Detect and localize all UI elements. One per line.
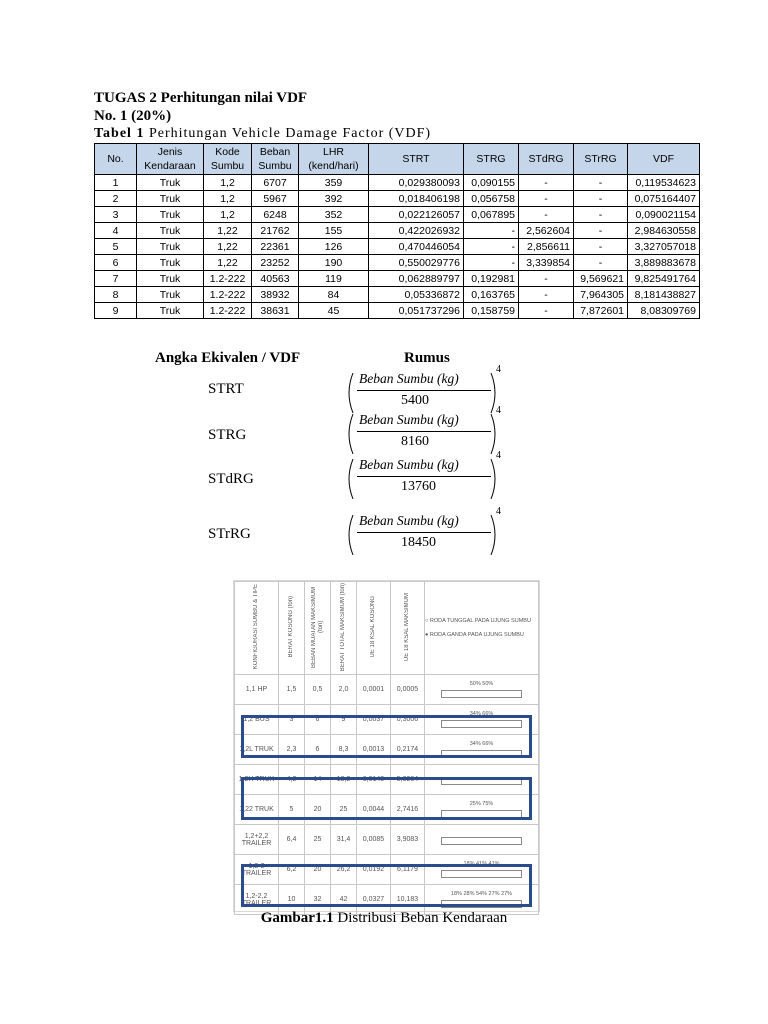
figure-cell: 0,0085 [357, 825, 391, 855]
figure-header-text: BEBAN MUATAN MAKSIMUM (ton) [310, 586, 324, 668]
table-cell: 6707 [252, 175, 299, 191]
figure-cell: 10,183 [391, 885, 425, 915]
table-cell: 45 [299, 303, 369, 319]
table-row [95, 207, 700, 223]
table-cell: - [464, 255, 519, 271]
table-cell: Truk [137, 175, 204, 191]
legend-double-wheel [425, 632, 538, 638]
table-cell: 1 [95, 175, 137, 191]
table-cell: - [574, 207, 628, 223]
filled-circle-icon: ● [425, 632, 429, 638]
table-cell: 0,05336872 [369, 287, 464, 303]
table-cell: Truk [137, 191, 204, 207]
figure-column-header [305, 582, 331, 675]
table-cell: 0,192981 [464, 271, 519, 287]
figure-cell: 1,1 HP [235, 675, 279, 705]
table-cell: - [519, 207, 574, 223]
figure-header-text: KONFIGURASI SUMBU & TIPE [253, 584, 259, 670]
table-cell: 8,08309769 [628, 303, 700, 319]
question-number: No. 1 (20%) [94, 108, 172, 124]
table-cell: 352 [299, 207, 369, 223]
column-header: Kode Sumbu [204, 144, 252, 175]
figure-row [235, 675, 539, 705]
figure-cell: 3 [279, 705, 305, 735]
legend-single-wheel [425, 618, 538, 624]
formula-header-right: Rumus [404, 350, 450, 366]
figure-cell: 2,7416 [391, 795, 425, 825]
fraction-bar [357, 431, 491, 432]
figure-cell: 0,0001 [357, 675, 391, 705]
table-cell: 9,825491764 [628, 271, 700, 287]
figure-cell: 1,2L TRUK [235, 735, 279, 765]
figure-cell: 1,2 BUS [235, 705, 279, 735]
column-header: STdRG [519, 144, 574, 175]
table-cell: 0,056758 [464, 191, 519, 207]
table-cell: 0,550029776 [369, 255, 464, 271]
load-distribution-figure [233, 580, 540, 912]
figure-legend [425, 582, 539, 675]
table-cell: - [574, 175, 628, 191]
table-cell: 6 [95, 255, 137, 271]
figure-cell: 6 [305, 735, 331, 765]
table-cell: 8 [95, 287, 137, 303]
table-cell: 190 [299, 255, 369, 271]
figure-column-header [279, 582, 305, 675]
figure-cell: 2,3 [279, 735, 305, 765]
fraction-bar [357, 532, 491, 533]
table-cell: - [574, 223, 628, 239]
table-cell: 7,964305 [574, 287, 628, 303]
table-cell: 0,090021154 [628, 207, 700, 223]
figure-cell: 1,2-2 TRAILER [235, 855, 279, 885]
table-cell: 1,22 [204, 239, 252, 255]
table-cell: 3,339854 [519, 255, 574, 271]
figure-column-header [391, 582, 425, 675]
figure-cell: 9 [331, 705, 357, 735]
figure-cell: 0,0013 [357, 735, 391, 765]
table-cell: 2 [95, 191, 137, 207]
table-cell: 0,075164407 [628, 191, 700, 207]
table-cell: 1,2 [204, 191, 252, 207]
formula-denominator: 18450 [401, 535, 436, 550]
figure-cell: 26,2 [331, 855, 357, 885]
table-row [95, 223, 700, 239]
figure-row [235, 825, 539, 855]
document-title: TUGAS 2 Perhitungan nilai VDF [94, 90, 308, 106]
table-cell: - [574, 255, 628, 271]
table-cell: 0,051737296 [369, 303, 464, 319]
table-cell: 9 [95, 303, 137, 319]
figure-header-text: BERAT TOTAL MAKSIMUM (ton) [340, 582, 346, 672]
figure-cell: 0,2174 [391, 735, 425, 765]
formula-label-strrg: STrRG [208, 526, 251, 542]
figure-cell: 42 [331, 885, 357, 915]
figure-header-row [235, 582, 539, 675]
axle-percentages: 50% 50% [469, 681, 494, 687]
formula-power: 4 [496, 364, 501, 375]
table-cell: 38631 [252, 303, 299, 319]
vehicle-shape [441, 837, 522, 845]
table-row [95, 271, 700, 287]
table-cell: 0,062889797 [369, 271, 464, 287]
table-cell: - [519, 175, 574, 191]
table-cell: Truk [137, 239, 204, 255]
figure-cell: 14 [305, 765, 331, 795]
figure-cell: 0,0037 [357, 705, 391, 735]
table-row [95, 239, 700, 255]
figure-cell: 25 [331, 795, 357, 825]
vehicle-shape [441, 690, 522, 698]
axle-percentages: 34% 66% [469, 741, 494, 747]
figure-cell: 1,22 TRUK [235, 795, 279, 825]
figure-cell: 0,0143 [357, 765, 391, 795]
table-body [95, 175, 700, 319]
table-cell: 3,327057018 [628, 239, 700, 255]
figure-cell: 20 [305, 855, 331, 885]
axle-percentages: 18% 28% 54% 27% 27% [450, 891, 513, 897]
column-header: Jenis Kendaraan [137, 144, 204, 175]
column-header: STRT [369, 144, 464, 175]
table-cell: 1,22 [204, 223, 252, 239]
figure-cell: 6 [305, 705, 331, 735]
figure-column-header [235, 582, 279, 675]
table-cell: 5967 [252, 191, 299, 207]
formula-denominator: 8160 [401, 434, 429, 449]
table-cell: 38932 [252, 287, 299, 303]
table-cell: 1,2 [204, 207, 252, 223]
formula-power: 4 [496, 506, 501, 517]
figure-cell: 20 [305, 795, 331, 825]
column-header: LHR (kend/hari) [299, 144, 369, 175]
formula-denominator: 5400 [401, 393, 429, 408]
table-cell: 23252 [252, 255, 299, 271]
figure-cell: 4,2 [279, 765, 305, 795]
table-cell: 1.2-222 [204, 287, 252, 303]
figure-cell: 5,0264 [391, 765, 425, 795]
table-cell: 6248 [252, 207, 299, 223]
figure-cell: 1,2+2,2 TRAILER [235, 825, 279, 855]
formula-denominator: 13760 [401, 479, 436, 494]
figure-cell: 25 [305, 825, 331, 855]
figure-header-text: UE 18 KSAL KOSONG [370, 596, 376, 658]
figure-cell: 31,4 [331, 825, 357, 855]
table-cell: 7 [95, 271, 137, 287]
table-caption-label: Tabel 1 [94, 126, 145, 141]
column-header: STRG [464, 144, 519, 175]
figure-cell: 0,3006 [391, 705, 425, 735]
formula-power: 4 [496, 450, 501, 461]
table-row [95, 191, 700, 207]
table-header-row [95, 144, 700, 175]
figure-caption-text: Distribusi Beban Kendaraan [337, 910, 508, 926]
column-header: VDF [628, 144, 700, 175]
table-cell: Truk [137, 271, 204, 287]
table-cell: 0,422026932 [369, 223, 464, 239]
table-cell: 0,158759 [464, 303, 519, 319]
figure-header-text: BERAT KOSONG (ton) [288, 596, 294, 658]
table-cell: 359 [299, 175, 369, 191]
axle-percentages: 34% 66% [469, 711, 494, 717]
table-cell: - [574, 239, 628, 255]
figure-cell: 6,4 [279, 825, 305, 855]
legend-single-text: RODA TUNGGAL PADA UJUNG SUMBU [429, 618, 531, 624]
table-cell: Truk [137, 207, 204, 223]
table-cell: 21762 [252, 223, 299, 239]
table-cell: 392 [299, 191, 369, 207]
vehicle-diagram [425, 825, 539, 855]
table-cell: 1,2 [204, 175, 252, 191]
table-caption-text: Perhitungan Vehicle Damage Factor (VDF) [148, 126, 432, 141]
figure-cell: 1,2-2,2 TRAILER [235, 885, 279, 915]
table-cell: 0,163765 [464, 287, 519, 303]
figure-cell: 0,5 [305, 675, 331, 705]
table-row [95, 287, 700, 303]
table-cell: 0,029380093 [369, 175, 464, 191]
figure-column-header [331, 582, 357, 675]
figure-column-header [357, 582, 391, 675]
formula-numerator: Beban Sumbu (kg) [359, 457, 459, 472]
table-cell: 22361 [252, 239, 299, 255]
table-cell: 0,090155 [464, 175, 519, 191]
figure-cell: 18,2 [331, 765, 357, 795]
table-cell: 0,470446054 [369, 239, 464, 255]
table-cell: 0,119534623 [628, 175, 700, 191]
table-cell: 155 [299, 223, 369, 239]
table-cell: 0,067895 [464, 207, 519, 223]
figure-cell: 8,3 [331, 735, 357, 765]
formula-numerator: Beban Sumbu (kg) [359, 371, 459, 386]
legend-double-text: RODA GANDA PADA UJUNG SUMBU [429, 632, 524, 638]
table-cell: 3 [95, 207, 137, 223]
formula-label-strg: STRG [208, 427, 247, 443]
formula-label-stdrg: STdRG [208, 471, 254, 487]
table-cell: Truk [137, 255, 204, 271]
table-cell: Truk [137, 303, 204, 319]
table-row [95, 175, 700, 191]
figure-header-text: UE 18 KSAL MAKSIMUM [404, 592, 410, 662]
table-cell: 0,022126057 [369, 207, 464, 223]
table-cell: 3,889883678 [628, 255, 700, 271]
fraction-bar [357, 476, 491, 477]
fraction-bar [357, 390, 491, 391]
table-cell: 2,856611 [519, 239, 574, 255]
table-cell: 84 [299, 287, 369, 303]
table-cell: Truk [137, 223, 204, 239]
figure-cell: 1,2H TRUK [235, 765, 279, 795]
column-header: Beban Sumbu [252, 144, 299, 175]
table-cell: Truk [137, 287, 204, 303]
formula-numerator: Beban Sumbu (kg) [359, 513, 459, 528]
open-circle-icon: ○ [425, 618, 429, 624]
formula-label-strt: STRT [208, 381, 244, 397]
table-cell: - [464, 223, 519, 239]
figure-caption [0, 910, 768, 927]
figure-cell: 0,0327 [357, 885, 391, 915]
table-cell: 8,181438827 [628, 287, 700, 303]
vehicle-diagram [425, 675, 539, 705]
table-cell: 1.2-222 [204, 271, 252, 287]
figure-cell: 0,0005 [391, 675, 425, 705]
highlight-box-2 [241, 777, 532, 820]
table-cell: 7,872601 [574, 303, 628, 319]
table-cell: 0,018406198 [369, 191, 464, 207]
table-cell: - [519, 303, 574, 319]
figure-caption-label: Gambar1.1 [260, 910, 334, 926]
table-cell: - [519, 287, 574, 303]
highlight-box-3 [241, 864, 532, 907]
formula-header-left: Angka Ekivalen / VDF [155, 350, 301, 366]
formula-power: 4 [496, 405, 501, 416]
table-row [95, 303, 700, 319]
table-cell: 2,562604 [519, 223, 574, 239]
table-cell: 4 [95, 223, 137, 239]
table-cell: 119 [299, 271, 369, 287]
highlight-box-1 [241, 715, 532, 758]
axle-percentages: 18% 41% 41% [463, 861, 500, 867]
figure-cell: 1,5 [279, 675, 305, 705]
column-header: No. [95, 144, 137, 175]
figure-cell: 2,0 [331, 675, 357, 705]
table-cell: 1.2-222 [204, 303, 252, 319]
figure-cell: 0,0044 [357, 795, 391, 825]
formula-strrg [343, 506, 513, 563]
table-cell: - [519, 191, 574, 207]
table-row [95, 255, 700, 271]
table-cell: 126 [299, 239, 369, 255]
vdf-table [94, 143, 700, 319]
figure-cell: 6,1179 [391, 855, 425, 885]
table-cell: 2,984630558 [628, 223, 700, 239]
figure-cell: 6,2 [279, 855, 305, 885]
formula-stdrg [343, 450, 513, 507]
table-cell: - [574, 191, 628, 207]
axle-percentages: 25% 75% [469, 801, 494, 807]
table-cell: 40563 [252, 271, 299, 287]
table-cell: - [464, 239, 519, 255]
figure-cell: 5 [279, 795, 305, 825]
table-cell: 5 [95, 239, 137, 255]
column-header: STrRG [574, 144, 628, 175]
table-cell: 9,569621 [574, 271, 628, 287]
figure-cell: 10 [279, 885, 305, 915]
table-cell: - [519, 271, 574, 287]
figure-cell: 3,9083 [391, 825, 425, 855]
figure-cell: 32 [305, 885, 331, 915]
formula-numerator: Beban Sumbu (kg) [359, 412, 459, 427]
table-caption [94, 126, 431, 142]
figure-cell: 0,0192 [357, 855, 391, 885]
table-cell: 1,22 [204, 255, 252, 271]
